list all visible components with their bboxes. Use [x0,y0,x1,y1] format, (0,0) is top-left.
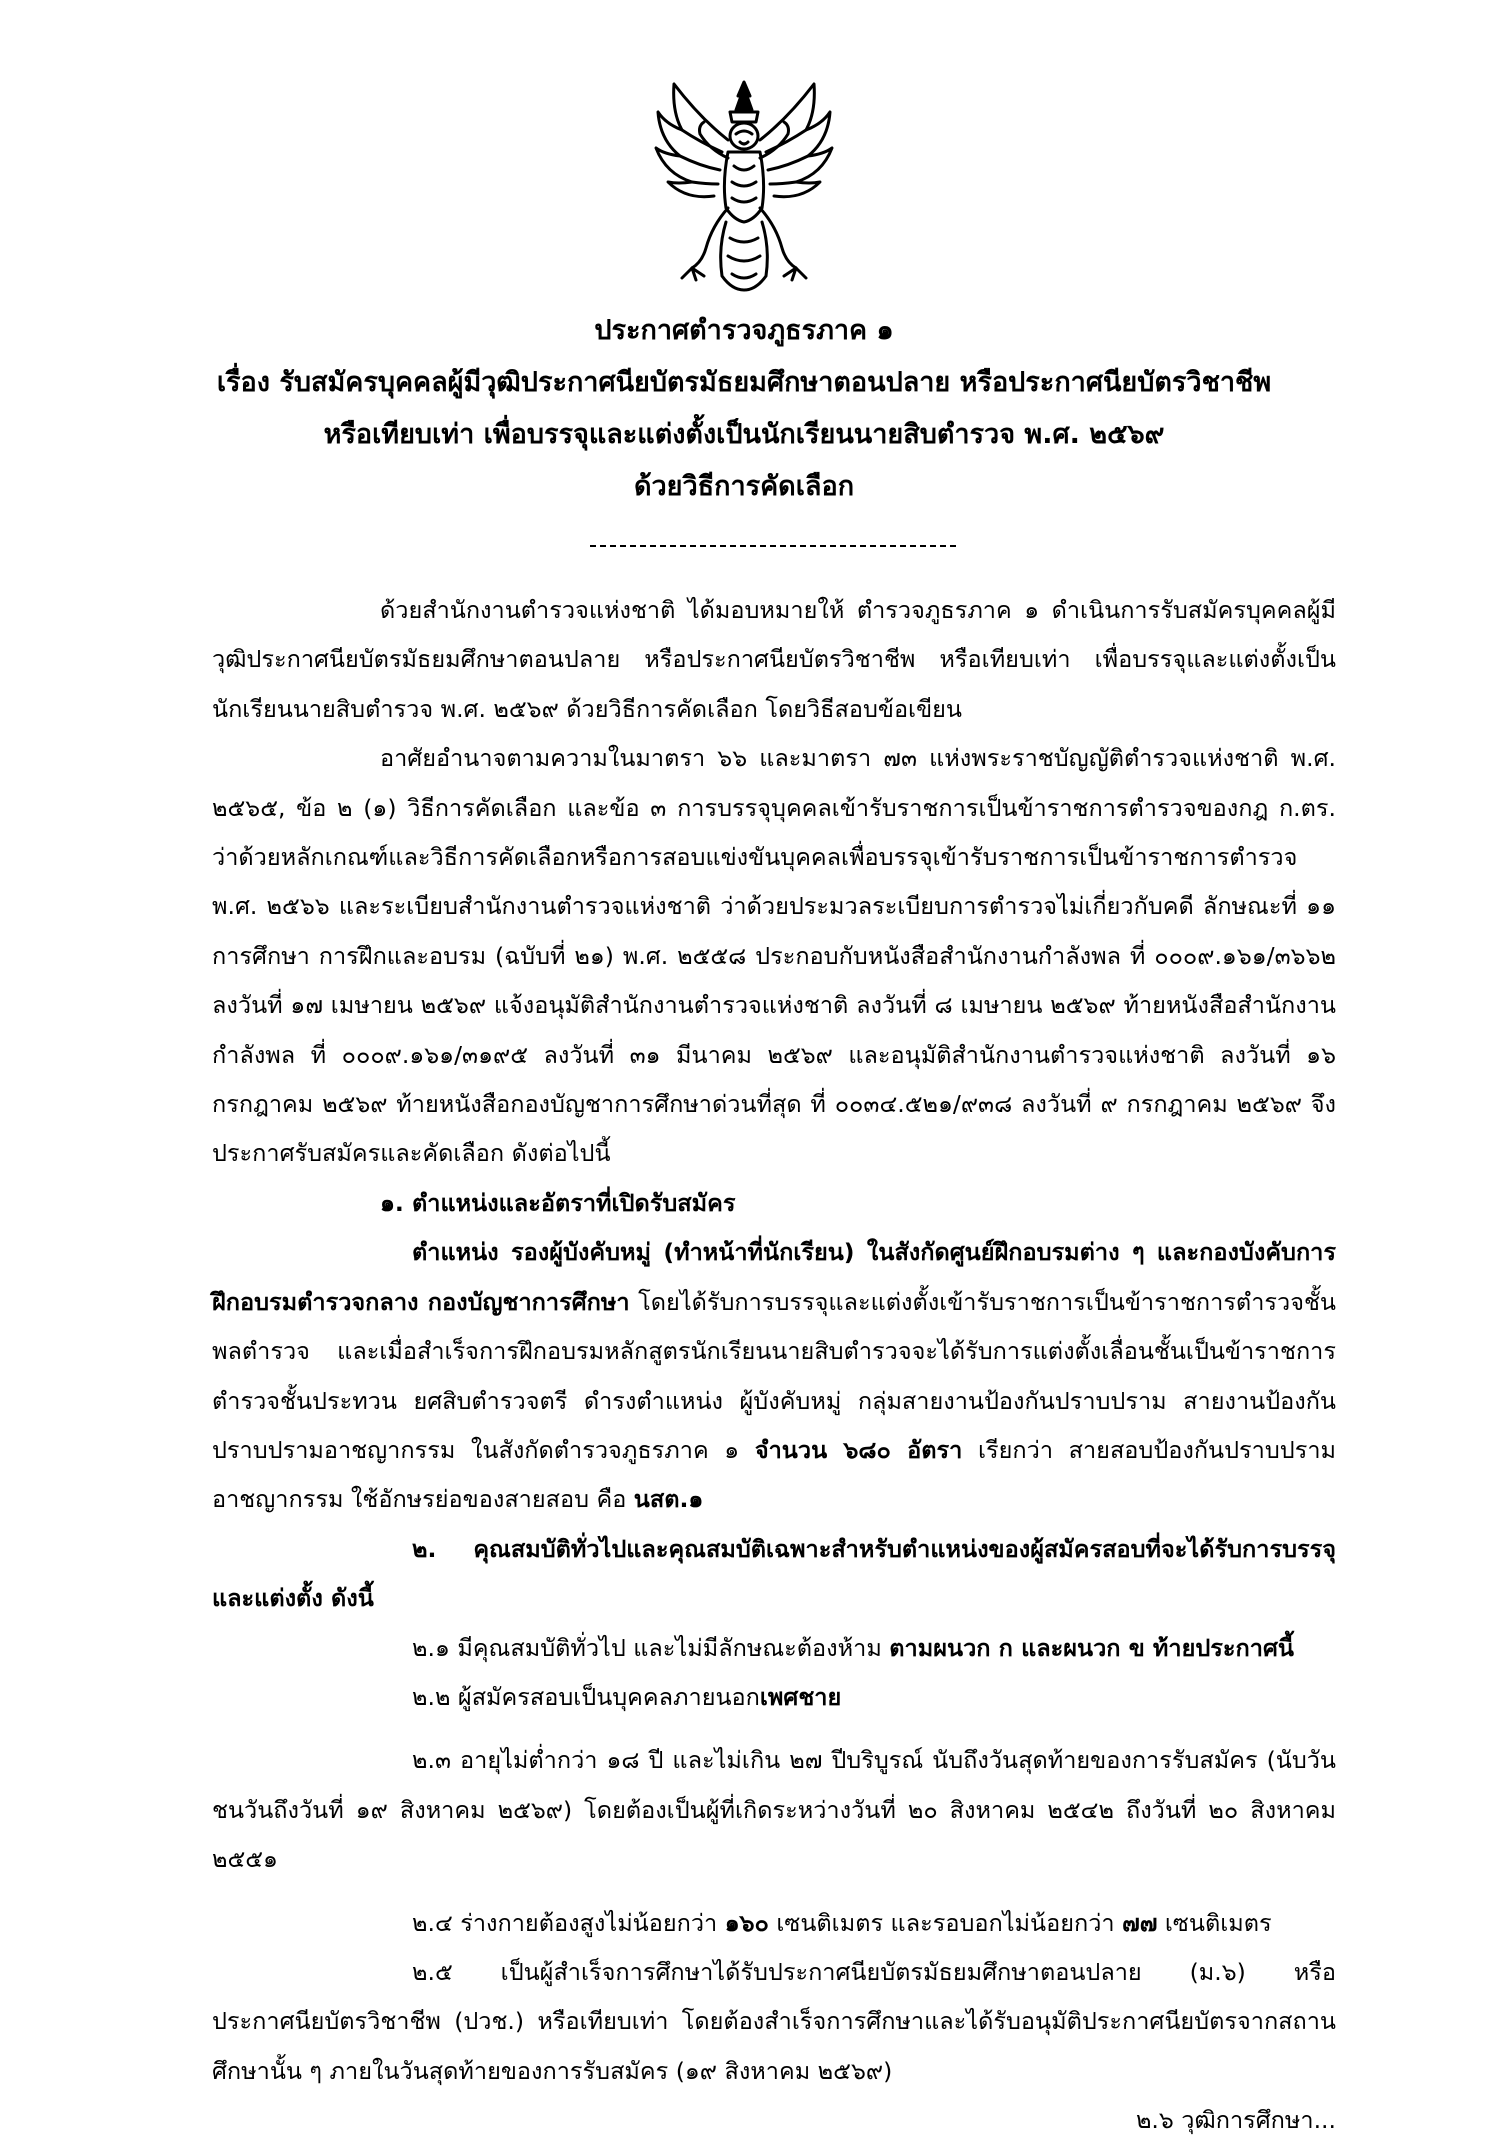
item-2-4-text-e: เซนติเมตร [1157,1908,1272,1937]
position-title: ตำแหน่ง รองผู้บังคับหมู่ (ทำหน้าที่นักเรียน) ในสังกัดศูนย์ฝึกอบรมต่าง ๆ และกองบังคับการฝึกอบรมตำรวจกลาง กองบัญชาการศึกษา [212,1238,1336,1316]
paragraph-intro: ด้วยสำนักงานตำรวจแห่งชาติ ได้มอบหมายให้ ตำรวจภูธรภาค ๑ ดำเนินการรับสมัครบุคคลผู้มีวุฒิประกาศนียบัตรมัธยมศึกษาตอนปลาย หรือประกาศนียบัตรวิชาชีพ หรือเทียบเท่า เพื่อบรรจุและแต่งตั้งเป็นนักเรียนนายสิบตำรวจ พ.ศ. ๒๕๖๙ ด้วยวิธีการคัดเลือก โดยวิธีสอบข้อเขียน [212,596,1336,723]
continuation-marker: ๒.๖ วุฒิการศึกษา... [1135,2106,1336,2135]
item-2-2-gender: เพศชาย [759,1682,842,1711]
item-2-4-chest: ๗๗ [1122,1908,1158,1937]
section-2-heading: ๒. คุณสมบัติทั่วไปและคุณสมบัติเฉพาะสำหรับตำแหน่งของผู้สมัครสอบที่จะได้รับการบรรจุและแต่งตั้ง ดังนี้ [212,1534,1336,1613]
announcement-title: ประกาศตำรวจภูธรภาค ๑ [594,315,894,346]
item-2-2 [212,1673,1336,1722]
item-2-5: ๒.๕ เป็นผู้สำเร็จการศึกษาได้รับประกาศนียบัตรมัธยมศึกษาตอนปลาย (ม.๖) หรือประกาศนียบัตรวิชาชีพ (ปวช.) หรือเทียบเท่า โดยต้องสำเร็จการศึกษาและได้รับอนุมัติประกาศนียบัตรจากสถานศึกษานั้น ๆ ภายในวันสุดท้ายของการรับสมัคร (๑๙ สิงหาคม ๒๕๖๙) [212,1957,1336,2085]
item-2-4-height: ๑๖๐ [724,1908,769,1937]
item-2-1 [212,1624,1336,1673]
position-description: โดยได้รับการบรรจุและแต่งตั้งเข้ารับราชการเป็นข้าราชการตำรวจชั้นพลตำรวจ และเมื่อสำเร็จการฝึกอบรมหลักสูตรนักเรียนนายสิบตำรวจจะได้รับการแต่งตั้งเลื่อนชั้นเป็นข้าราชการตำรวจชั้นประทวน ยศสิบตำรวจตรี ดำรงตำแหน่ง ผู้บังคับหมู่ กลุ่มสายงานป้องกันปราบปราม สายงานป้องกันปราบปรามอาชญากรรม ในสังกัดตำรวจภูธรภาค ๑ [212,1287,1336,1464]
position-track: เรียกว่า สายสอบป้องกันปราบปรามอาชญากรรม ใช้อักษรย่อของสายสอบ คือ [212,1435,1337,1514]
item-2-4-text-c: เซนติเมตร และรอบอกไม่น้อยกว่า [768,1908,1123,1937]
item-2-1-text: ๒.๑ มีคุณสมบัติทั่วไป และไม่มีลักษณะต้องห้าม [412,1633,890,1662]
item-2-1-annex: ตามผนวก ก และผนวก ข ท้ายประกาศนี้ [889,1633,1294,1662]
subject-line-2: หรือเทียบเท่า เพื่อบรรจุและแต่งตั้งเป็นนักเรียนนายสิบตำรวจ พ.ศ. ๒๕๖๙ [323,419,1165,450]
subject-line-1: เรื่อง รับสมัครบุคคลผู้มีวุฒิประกาศนียบัตรมัธยมศึกษาตอนปลาย หรือประกาศนียบัตรวิชาชีพ [216,367,1272,398]
subject-line-3: ด้วยวิธีการคัดเลือก [633,471,855,502]
item-2-2-text: ๒.๒ ผู้สมัครสอบเป็นบุคคลภายนอก [412,1682,760,1711]
paragraph-authority: อาศัยอำนาจตามความในมาตรา ๖๖ และมาตรา ๗๓ แห่งพระราชบัญญัติตำรวจแห่งชาติ พ.ศ. ๒๕๖๕, ข้อ ๒ (๑) วิธีการคัดเลือก และข้อ ๓ การบรรจุบุคคลเข้ารับราชการเป็นข้าราชการตำรวจของกฎ ก.ตร. ว่าด้วยหลักเกณฑ์และวิธีการคัดเลือกหรือการสอบแข่งขันบุคคลเพื่อบรรจุเข้ารับราชการเป็นข้าราชการตำรวจ พ.ศ. ๒๕๖๖ และระเบียบสำนักงานตำรวจแห่งชาติ ว่าด้วยประมวลระเบียบการตำรวจไม่เกี่ยวกับคดี ลักษณะที่ ๑๑ การศึกษา การฝึกและอบรม (ฉบับที่ ๒๑) พ.ศ. ๒๕๕๘ ประกอบกับหนังสือสำนักงานกำลังพล ที่ ๐๐๐๙.๑๖๑/๓๖๖๒ ลงวันที่ ๑๗ เมษายน ๒๕๖๙ แจ้งอนุมัติสำนักงานตำรวจแห่งชาติ ลงวันที่ ๘ เมษายน ๒๕๖๙ ท้ายหนังสือสำนักงานกำลังพล ที่ ๐๐๐๙.๑๖๑/๓๑๙๕ ลงวันที่ ๓๑ มีนาคม ๒๕๖๙ และอนุมัติสำนักงานตำรวจแห่งชาติ ลงวันที่ ๑๖ กรกฎาคม ๒๕๖๙ ท้ายหนังสือกองบัญชาการศึกษาด่วนที่สุด ที่ ๐๐๓๔.๕๒๑/๙๓๘ ลงวันที่ ๙ กรกฎาคม ๒๕๖๙ จึงประกาศรับสมัครและคัดเลือก ดังต่อไปนี้ [212,744,1336,1168]
section-1-heading: ๑. ตำแหน่งและอัตราที่เปิดรับสมัคร [380,1188,736,1217]
item-2-3: ๒.๓ อายุไม่ต่ำกว่า ๑๘ ปี และไม่เกิน ๒๗ ปีบริบูรณ์ นับถึงวันสุดท้ายของการรับสมัคร (นับวันชนวันถึงวันที่ ๑๙ สิงหาคม ๒๕๖๙) โดยต้องเป็นผู้ที่เกิดระหว่างวันที่ ๒๐ สิงหาคม ๒๕๔๒ ถึงวันที่ ๒๐ สิงหาคม ๒๕๕๑ [212,1746,1336,1874]
item-2-4 [212,1899,1336,1948]
dashed-divider [590,545,956,547]
section-1-paragraph [212,1228,1336,1524]
item-2-4-text-a: ๒.๔ ร่างกายต้องสูงไม่น้อยกว่า [412,1908,725,1937]
track-abbreviation: นสต.๑ [633,1485,704,1514]
position-count: จำนวน ๖๘๐ อัตรา [754,1435,963,1464]
announcement-body [212,586,1336,2146]
garuda-emblem-icon [652,78,836,293]
